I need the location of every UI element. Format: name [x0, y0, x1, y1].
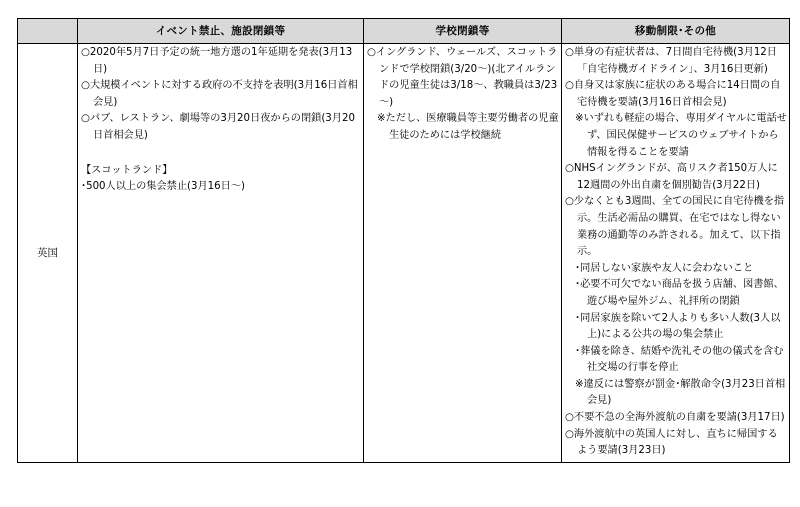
movement-item: ○自身又は家族に症状のある場合に14日間の自宅待機を要請(3月16日首相会見) — [565, 80, 781, 108]
movement-note: ※違反には警察が罰金･解散命令(3月23日首相会見) — [575, 378, 786, 407]
movement-note: ※いずれも軽症の場合、専用ダイヤルに電話せず、国民保健サービスのウェブサイトから情報を得ることを要請 — [575, 113, 787, 158]
movement-bullet: ･葬儀を除き、結婚や洗礼その他の儀式を含む社交場の行事を停止 — [575, 345, 784, 374]
movement-item: ○少なくとも3週間、全ての国民に自宅待機を指示。生活必需品の購買、在宅ではなし得ない業務の通勤等のみ許される。加えて、以下指示。 — [565, 196, 785, 258]
movement-bullet: ･必要不可欠でない商品を扱う店舗、図書館、遊び場や屋外ジム、礼拝所の閉鎖 — [575, 279, 784, 307]
header-events: イベント禁止、施設閉鎖等 — [78, 19, 364, 44]
movement-item: ○単身の有症状者は、7日間自宅待機(3月12日「自宅待機ガイドライン」、3月16日更新) — [565, 47, 777, 75]
scotland-item: ･500人以上の集会禁止(3月16日～) — [81, 181, 245, 193]
movement-bullet: ･同居家族を除いて2人よりも多い人数(3人以上)による公共の場の集会禁止 — [575, 312, 781, 341]
schools-note: ※ただし、医療職員等主要労働者の児童生徒のためには学校継続 — [377, 113, 559, 141]
events-cell — [78, 44, 364, 463]
measures-table — [17, 18, 790, 463]
header-country — [18, 19, 78, 44]
movement-cell — [562, 44, 790, 463]
events-item: ○パブ、レストラン、劇場等の3月20日夜からの閉鎖(3月20日首相会見) — [81, 113, 355, 141]
movement-item: ○海外渡航中の英国人に対し、直ちに帰国するよう要請(3月23日) — [565, 428, 778, 457]
header-schools: 学校閉鎖等 — [364, 19, 562, 44]
table-row — [18, 44, 790, 463]
movement-item: ○不要不急の全海外渡航の自粛を要請(3月17日) — [565, 412, 785, 424]
spacer — [81, 145, 361, 163]
scotland-subheading: 【スコットランド】 — [81, 164, 173, 176]
country-cell: 英国 — [18, 44, 78, 463]
events-item: ○大規模イベントに対する政府の不支持を表明(3月16日首相会見) — [81, 80, 358, 108]
header-movement: 移動制限･その他 — [562, 19, 790, 44]
movement-bullet: ･同居しない家族や友人に会わないこと — [575, 262, 754, 274]
table-header-row — [18, 19, 790, 44]
movement-item: ○NHSイングランドが、高リスク者150万人に12週間の外出自粛を個別勧告(3月22日) — [565, 163, 778, 191]
schools-item: ○イングランド、ウェールズ、スコットランドで学校閉鎖(3/20～)(北アイルランドの児童生徒は3/18～、教職員は3/23～) — [367, 47, 558, 108]
schools-cell — [364, 44, 562, 463]
events-item: ○2020年5月7日予定の統一地方選の1年延期を発表(3月13日) — [81, 47, 353, 75]
